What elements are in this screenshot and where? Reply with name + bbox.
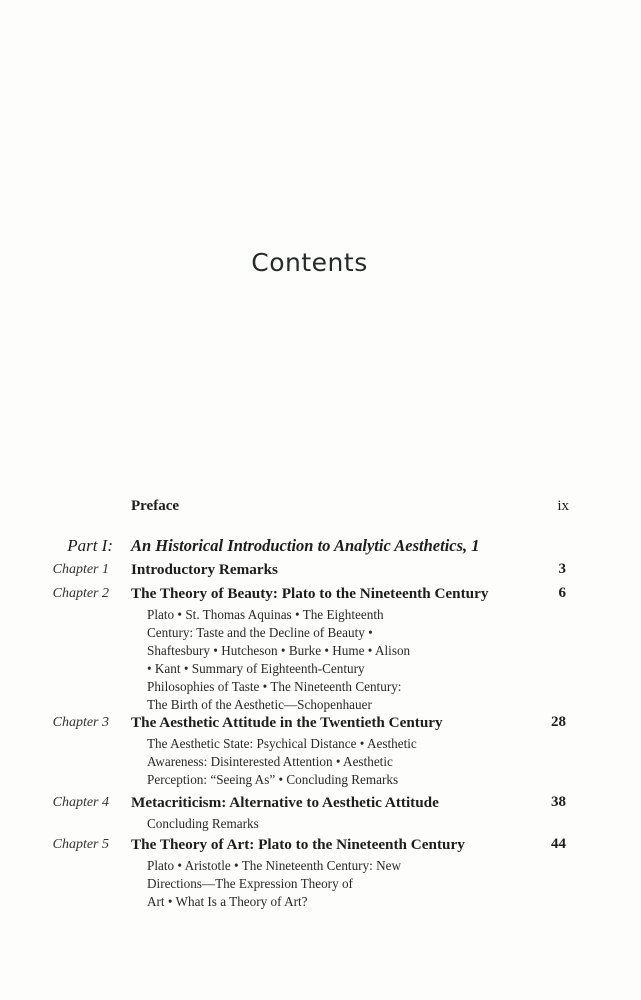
chapter-label: Chapter 1 <box>52 562 109 577</box>
chapter-title[interactable]: Introductory Remarks <box>131 561 278 578</box>
chapter-page: 38 <box>551 794 566 810</box>
section-line: Plato • Aristotle • The Nineteenth Century: New <box>147 858 402 873</box>
section-line: Directions—The Expression Theory of <box>147 876 353 891</box>
section-line: Concluding Remarks <box>147 816 259 831</box>
preface-title[interactable]: Preface <box>131 498 180 514</box>
preface-page: ix <box>557 498 569 514</box>
chapter-sections <box>147 857 401 911</box>
section-line: Plato • St. Thomas Aquinas • The Eighteenth <box>147 607 384 622</box>
part-label: Part I: <box>67 536 113 555</box>
section-line: Art • What Is a Theory of Art? <box>147 894 308 909</box>
section-line: Philosophies of Taste • The Nineteenth Century: <box>147 679 402 694</box>
chapter-sections <box>147 735 417 789</box>
chapter-title[interactable]: The Aesthetic Attitude in the Twentieth Century <box>131 714 443 731</box>
chapter-page: 28 <box>551 714 566 730</box>
chapter-page: 3 <box>558 561 566 577</box>
chapter-label: Chapter 4 <box>52 795 109 810</box>
chapter-title[interactable]: Metacriticism: Alternative to Aesthetic Attitude <box>131 794 439 811</box>
page-title: Contents <box>251 248 368 277</box>
section-line: The Aesthetic State: Psychical Distance • Aesthetic <box>147 736 417 751</box>
chapter-sections <box>147 815 259 833</box>
section-line: The Birth of the Aesthetic—Schopenhauer <box>147 697 372 712</box>
chapter-label: Chapter 2 <box>52 586 109 601</box>
section-line: • Kant • Summary of Eighteenth-Century <box>147 661 365 676</box>
chapter-label: Chapter 5 <box>52 837 109 852</box>
section-line: Awareness: Disinterested Attention • Aesthetic <box>147 754 393 769</box>
chapter-label: Chapter 3 <box>52 715 109 730</box>
chapter-title[interactable]: The Theory of Beauty: Plato to the Nineteenth Century <box>131 585 489 602</box>
section-line: Century: Taste and the Decline of Beauty • <box>147 625 373 640</box>
chapter-page: 6 <box>558 585 566 601</box>
chapter-page: 44 <box>551 836 566 852</box>
chapter-sections <box>147 606 410 714</box>
part-title[interactable]: An Historical Introduction to Analytic Aesthetics, 1 <box>131 536 480 555</box>
chapter-title[interactable]: The Theory of Art: Plato to the Nineteenth Century <box>131 836 465 853</box>
section-line: Perception: “Seeing As” • Concluding Remarks <box>147 772 399 787</box>
section-line: Shaftesbury • Hutcheson • Burke • Hume • Alison <box>147 643 411 658</box>
